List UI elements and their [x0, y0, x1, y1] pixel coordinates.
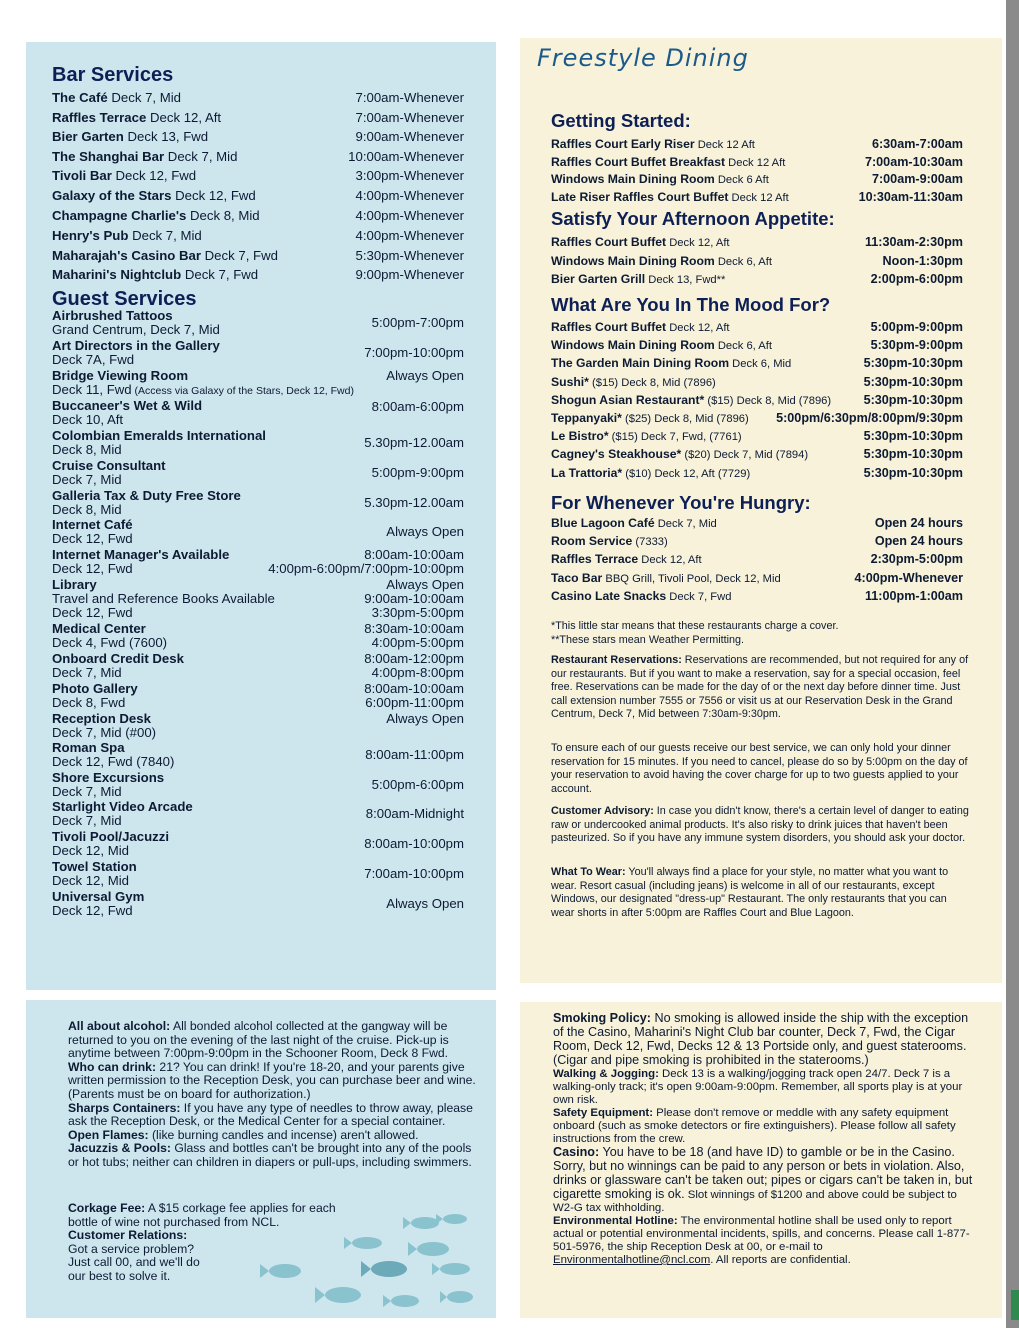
footnote-cover	[551, 620, 973, 647]
guest-service-time-2: 4:00pm-8:00pm	[371, 665, 464, 680]
bar-service-location: Deck 12, Fwd	[111, 168, 197, 183]
dining-row	[551, 375, 963, 389]
flames-text: (like burning candles and incense) aren't allowed.	[148, 1127, 419, 1142]
bar-service-location: Deck 12, Aft	[146, 110, 222, 125]
guest-service-time: Always Open	[386, 577, 464, 592]
guest-service-time-2: 4:00pm-5:00pm	[371, 635, 464, 650]
dining-venue-name: Le Bistro*	[551, 429, 609, 444]
guest-service-time: 8:00am-10:00am	[364, 547, 464, 562]
guest-services-heading: Guest Services	[52, 288, 197, 310]
bar-service-name	[52, 188, 256, 203]
guest-service-time: 5.30pm-12.00am	[364, 495, 464, 510]
dining-row	[551, 190, 963, 204]
dining-time: 7:00am-9:00am	[871, 172, 963, 186]
alcohol-info	[68, 1020, 480, 1170]
guest-service-name: Internet Café	[52, 517, 133, 532]
dining-row	[551, 235, 963, 249]
reservations-text: Reservations are recommended, but not required for any of our restaurants. But if you want to make a reservation, say for a special occasion, feel free. Reservations can be made for the day of or the next day before dinner time. Just call extension number 7555 or 7556 or visit us at our Reservation Desk in the Grand Centrum, Deck 7, Mid between 7:30am-9:30pm.	[551, 654, 969, 721]
bar-service-time: 7:00am-Whenever	[355, 110, 464, 125]
dining-time: 5:30pm-9:00pm	[870, 338, 963, 353]
dining-venue-location: Deck 13, Fwd**	[645, 274, 726, 286]
dining-row	[551, 172, 963, 186]
guest-service-time: Always Open	[386, 524, 464, 539]
guest-service-time: 5.30pm-12.00am	[364, 435, 464, 450]
guest-service-name: Buccaneer's Wet & Wild	[52, 398, 203, 413]
dining-row	[551, 137, 963, 151]
guest-service-time: 7:00pm-10:00pm	[364, 345, 464, 360]
guest-service-location-text: Deck 4, Fwd (7600)	[52, 635, 168, 650]
dining-venue-name: Blue Lagoon Café	[551, 516, 655, 530]
bar-service-location: Deck 7, Mid	[107, 90, 181, 105]
bar-service-time: 10:00am-Whenever	[348, 149, 464, 164]
dining-row	[551, 552, 963, 566]
dining-time: 6:30am-7:00am	[871, 137, 963, 151]
guest-service-location-text: Deck 12, Fwd	[52, 903, 133, 918]
guest-service-name: Towel Station	[52, 859, 137, 874]
bar-service-name	[52, 168, 196, 183]
bar-service-location: Deck 7, Mid	[164, 149, 238, 164]
dining-time: 10:30am-11:30am	[858, 189, 963, 204]
dining-venue-name: Late Riser Raffles Court Buffet	[551, 189, 729, 204]
bar-service-time: 5:30pm-Whenever	[355, 248, 464, 263]
dining-row	[551, 466, 963, 480]
dining-venue	[551, 393, 831, 407]
dining-venue	[551, 447, 808, 461]
dining-row	[551, 356, 963, 370]
guest-service-location-text: Deck 12, Fwd (7840)	[52, 754, 175, 769]
dining-venue-location: Deck 12, Aft	[638, 554, 702, 567]
smoking-text: No smoking is allowed inside the ship with the exception of the Casino, Maharini's Night Club bar counter, Deck 7, Fwd, the Cigar Room, Deck 12, Fwd, Decks 12 & 13 Portside only, and guest staterooms. (Cigar and pipe smoking is prohibited in the staterooms.)	[553, 1011, 969, 1067]
guest-service-location-text: Deck 12, Mid	[52, 873, 129, 888]
dining-venue-location: Deck 6 Aft	[714, 174, 769, 186]
guest-service-item	[52, 830, 464, 858]
dining-venue	[551, 254, 772, 268]
bar-service-name	[52, 208, 260, 223]
bar-service-row	[52, 188, 464, 203]
dining-venue	[551, 356, 791, 370]
guest-service-time-3: 3:30pm-5:00pm	[371, 605, 464, 620]
dining-venue-location: Deck 12 Aft	[728, 191, 789, 204]
advisory-paragraph	[551, 805, 973, 846]
dining-row	[551, 393, 963, 407]
dining-venue-name: La Trattoria*	[551, 465, 623, 480]
bar-service-time: 4:00pm-Whenever	[355, 188, 464, 203]
dining-venue-name: Teppanyaki*	[551, 411, 622, 425]
dining-venue-location: ($25) Deck 8, Mid (7896)	[621, 413, 749, 425]
guest-service-name: Reception Desk	[52, 711, 151, 726]
dining-venue	[551, 589, 731, 603]
dining-row	[551, 155, 963, 169]
dining-venue-name: Windows Main Dining Room	[551, 172, 715, 186]
casino-label: Casino:	[553, 1145, 600, 1159]
bar-service-time: 9:00pm-Whenever	[355, 267, 464, 282]
dining-venue-location: ($10) Deck 12, Aft (7729)	[622, 467, 751, 480]
dining-venue-location: ($20) Deck 7, Mid (7894)	[681, 449, 809, 462]
dining-venue-name: Raffles Court Buffet	[551, 320, 667, 334]
guest-service-time: 5:00pm-6:00pm	[371, 777, 464, 792]
guest-service-item	[52, 518, 464, 546]
guest-service-time: 8:00am-6:00pm	[371, 399, 464, 414]
bar-service-name	[52, 228, 202, 243]
dining-venue	[551, 235, 730, 249]
guest-service-item	[52, 771, 464, 799]
safety-text: Please don't remove or meddle with any safety equipment onboard (such as smoke detectors or fire extinguishers). Please follow all safety instructions from the crew.	[553, 1107, 956, 1145]
dining-venue-location: Deck 12 Aft	[725, 156, 786, 169]
bar-service-title: Galaxy of the Stars	[52, 188, 172, 203]
drink-text: 21? You can drink! If you're 18-20, and your parents give written permission to the Reception Desk, you can purchase beer and wine. (Parents must be on board for authorization.)	[68, 1059, 476, 1101]
dining-venue	[551, 272, 725, 286]
guest-service-item	[52, 890, 464, 918]
guest-service-time-2: 6:00pm-11:00pm	[365, 695, 464, 710]
guest-service-name: Shore Excursions	[52, 770, 165, 785]
guest-service-name: Airbrushed Tattoos	[52, 308, 173, 323]
bar-service-location: Deck 7, Mid	[128, 228, 202, 243]
dining-time: 5:30pm-10:30pm	[863, 447, 963, 462]
guest-service-location-text: Deck 8, Mid	[52, 442, 122, 457]
dining-venue-location: (7333)	[632, 536, 668, 549]
ensure-paragraph	[551, 742, 973, 796]
bar-service-row	[52, 248, 464, 263]
bar-service-title: Henry's Pub	[52, 228, 129, 243]
guest-service-name: Tivoli Pool/Jacuzzi	[52, 829, 170, 844]
guest-service-time: Always Open	[386, 368, 464, 383]
footnote-weather-text: **These stars mean Weather Permitting.	[551, 633, 745, 646]
guest-service-time: 7:00am-10:00pm	[364, 866, 464, 881]
guest-service-location-text: Deck 7, Mid	[52, 665, 122, 680]
guest-service-location	[52, 413, 464, 427]
reservations-paragraph	[551, 654, 973, 722]
dining-venue-name: The Garden Main Dining Room	[551, 356, 730, 371]
guest-service-item	[52, 489, 464, 517]
dining-time: 5:30pm-10:30pm	[863, 356, 963, 371]
bar-service-title: Bier Garten	[52, 129, 124, 144]
guest-service-location-text: Deck 12, Fwd	[52, 531, 133, 546]
guest-service-time: 8:00am-11:00pm	[365, 747, 464, 762]
guest-service-location-text: Deck 8, Fwd	[52, 695, 126, 710]
footnote-cover-text: *This little star means that these restaurants charge a cover.	[551, 620, 839, 632]
relations-label: Customer Relations:	[68, 1228, 188, 1243]
dining-time: Noon-1:30pm	[882, 253, 963, 268]
guest-service-name: Photo Gallery	[52, 681, 138, 696]
dining-venue-location: ($15) Deck 8, Mid (7896)	[704, 394, 832, 407]
dining-venue-name: Taco Bar	[551, 570, 603, 585]
guest-service-item	[52, 578, 464, 620]
dining-time: 5:00pm-9:00pm	[870, 320, 963, 334]
fish-school-icon	[255, 1205, 480, 1317]
dining-time: 7:00am-10:30am	[864, 154, 963, 169]
guest-service-name: Medical Center	[52, 621, 146, 636]
bar-service-title: Raffles Terrace	[52, 110, 147, 125]
guest-service-time: 8:00am-10:00am	[364, 681, 464, 696]
env-text-2: . All reports are confidential.	[710, 1254, 851, 1266]
guest-service-item	[52, 548, 464, 576]
guest-service-time: 5:00pm-7:00pm	[371, 315, 464, 330]
dining-time: 5:00pm/6:30pm/8:00pm/9:30pm	[776, 411, 963, 425]
alcohol-text: All bonded alcohol collected at the gangway will be returned to you on the evening of the last night of the cruise. Pick-up is anytime between 7:00pm-9:00pm in the Schooner Room, Deck 8 Fwd.	[68, 1019, 449, 1061]
guest-service-time: Always Open	[386, 896, 464, 911]
dining-venue-location: ($15) Deck 8, Mid (7896)	[588, 376, 716, 389]
dining-venue-location: Deck 12, Aft	[666, 237, 730, 249]
bar-service-name	[52, 90, 181, 105]
guest-service-location-text: Deck 12, Mid	[52, 843, 129, 858]
guest-service-name: Bridge Viewing Room	[52, 368, 189, 383]
bar-service-title: Tivoli Bar	[52, 168, 112, 183]
dining-venue-name: Bier Garten Grill	[551, 272, 646, 286]
guest-service-item	[52, 860, 464, 888]
dining-venue	[551, 190, 789, 204]
alcohol-label: All about alcohol:	[68, 1019, 171, 1033]
guest-service-time: 8:00am-10:00pm	[364, 836, 464, 851]
jacuzzi-text: Glass and bottles can't be brought into any of the pools or hot tubs; neither can children in diapers or pull-ups, including swimmers.	[68, 1141, 472, 1169]
dining-time: 4:00pm-Whenever	[854, 570, 963, 585]
guest-service-item	[52, 339, 464, 367]
bar-service-name	[52, 267, 258, 282]
bar-service-row	[52, 168, 464, 183]
guest-service-location-text: Deck 7, Mid	[52, 472, 122, 487]
corkage-label: Corkage Fee:	[68, 1201, 146, 1215]
bar-service-name	[52, 110, 221, 125]
guest-service-location-text: Deck 7, Mid	[52, 813, 122, 828]
bar-service-title: Maharajah's Casino Bar	[52, 248, 201, 263]
guest-service-location-text: Deck 12, Fwd	[52, 561, 133, 576]
dining-venue	[551, 375, 716, 389]
dining-time: 2:00pm-6:00pm	[870, 272, 963, 286]
guest-service-location-note: (Access via Galaxy of the Stars, Deck 12, Fwd)	[131, 385, 354, 397]
walking-text: Deck 13 is a walking/jogging track open 24/7. Deck 7 is a walking-only track; it's open 9:00am-9:00pm. Remember, all sports play is at your own risk.	[553, 1068, 963, 1106]
casino-text-2: Slot winnings of $1200 and above could be subject to W2-G tax withholding.	[553, 1189, 957, 1214]
bar-service-location: Deck 7, Fwd	[181, 267, 259, 282]
dining-venue-location: Deck 12 Aft	[694, 139, 755, 151]
dining-section-heading: For Whenever You're Hungry:	[551, 492, 811, 513]
sharps-label: Sharps Containers:	[68, 1100, 181, 1115]
guest-service-item	[52, 622, 464, 650]
wear-label: What To Wear:	[551, 866, 626, 878]
safety-label: Safety Equipment:	[553, 1107, 653, 1119]
drink-label: Who can drink:	[68, 1059, 157, 1074]
dining-venue	[551, 466, 750, 480]
guest-service-location-text: Deck 10, Aft	[52, 412, 124, 427]
dining-venue	[551, 429, 742, 443]
walking-label: Walking & Jogging:	[553, 1068, 659, 1080]
dining-venue-location: Deck 6, Aft	[714, 340, 772, 353]
guest-service-location-text: Travel and Reference Books Available	[52, 591, 275, 606]
guest-service-time-2: 9:00am-10:00am	[364, 591, 464, 606]
dining-row	[551, 429, 963, 443]
policies-info	[553, 1012, 978, 1267]
guest-service-location-text: Deck 7, Mid (#00)	[52, 725, 157, 740]
dining-venue-name: Raffles Court Buffet	[551, 235, 667, 249]
guest-service-item	[52, 682, 464, 710]
guest-service-item	[52, 429, 464, 457]
guest-service-location-2: Deck 12, Fwd	[52, 605, 133, 620]
dining-row	[551, 447, 963, 461]
dining-venue-name: Room Service	[551, 534, 633, 549]
guest-service-item	[52, 309, 464, 337]
bar-service-name	[52, 149, 237, 164]
bar-service-time: 9:00am-Whenever	[355, 129, 464, 144]
dining-time: Open 24 hours	[874, 534, 963, 549]
dining-venue-location: BBQ Grill, Tivoli Pool, Deck 12, Mid	[602, 572, 781, 585]
guest-service-name: Onboard Credit Desk	[52, 651, 184, 666]
dining-section-heading: What Are You In The Mood For?	[551, 294, 831, 315]
dining-venue	[551, 552, 702, 566]
dining-venue	[551, 155, 785, 169]
guest-service-item	[52, 399, 464, 427]
dining-row	[551, 320, 963, 334]
guest-service-location	[52, 383, 464, 398]
dining-venue-name: Raffles Court Early Riser	[551, 137, 695, 151]
sharps-text: If you have any type of needles to throw away, please ask the Reception Desk, or the Medical Center for a special container.	[68, 1100, 473, 1129]
dining-venue	[551, 534, 668, 548]
dining-row	[551, 254, 963, 268]
dining-venue	[551, 338, 772, 352]
guest-service-time-2: 4:00pm-6:00pm/7:00pm-10:00pm	[268, 561, 464, 576]
guest-service-location-text: Deck 7A, Fwd	[52, 352, 135, 367]
bar-service-time: 3:00pm-Whenever	[355, 168, 464, 183]
dining-venue-name: Raffles Terrace	[551, 552, 639, 567]
dining-venue-name: Shogun Asian Restaurant*	[551, 392, 705, 407]
dining-venue	[551, 172, 769, 186]
bar-service-row	[52, 110, 464, 125]
env-email-link[interactable]: Environmentalhotline@ncl.com	[553, 1254, 711, 1266]
bar-service-title: Maharini's Nightclub	[52, 267, 182, 282]
guest-service-location-text: Deck 7, Mid	[52, 784, 122, 799]
bar-service-time: 4:00pm-Whenever	[355, 208, 464, 223]
dining-time: 5:30pm-10:30pm	[863, 429, 963, 444]
guest-service-location-text: Deck 8, Mid	[52, 502, 122, 517]
guest-service-item	[52, 712, 464, 740]
dining-venue	[551, 320, 730, 334]
bar-service-time: 4:00pm-Whenever	[355, 228, 464, 243]
bar-service-row	[52, 208, 464, 223]
guest-service-time: 5:00pm-9:00pm	[371, 465, 464, 480]
dining-venue	[551, 516, 717, 530]
dining-venue-name: Windows Main Dining Room	[551, 338, 715, 353]
guest-service-name: Universal Gym	[52, 889, 145, 904]
guest-service-name: Cruise Consultant	[52, 458, 166, 473]
wear-text: You'll always find a place for your style, no matter what you want to wear. Resort casual (including jeans) is welcome in all of our restaurants, except Windows, our designated "dress-up" Restaurant. The only restaurants that you can wear shorts in after 5:00pm are Raffles Court and Blue Lagoon.	[551, 866, 949, 919]
ensure-text: To ensure each of our guests receive our best service, we can only hold your dinner reservation for 15 minutes. If you need to cancel, please do so by 5:00pm on the day of your reservation to avoid having the cover charge for up to two guests applied to your account.	[551, 742, 968, 795]
guest-service-item	[52, 800, 464, 828]
dining-venue-location: Deck 6, Aft	[714, 255, 772, 268]
freestyle-dining-title: Freestyle Dining	[537, 44, 749, 72]
dining-venue-location: Deck 6, Mid	[729, 358, 792, 371]
guest-service-name: Galleria Tax & Duty Free Store	[52, 488, 241, 503]
wear-paragraph	[551, 866, 973, 920]
bar-service-row	[52, 149, 464, 164]
smoking-label: Smoking Policy:	[553, 1011, 651, 1025]
dining-time: 5:30pm-10:30pm	[863, 465, 963, 480]
bar-service-location: Deck 12, Fwd	[171, 188, 256, 203]
guest-service-item	[52, 369, 464, 398]
guest-service-location-text: Deck 11, Fwd	[52, 382, 132, 397]
bar-service-name	[52, 129, 208, 144]
guest-service-name: Library	[52, 577, 97, 592]
advisory-text: In case you didn't know, there's a certain level of danger to eating raw or undercooked animal products. It's also risky to drink juices that haven't been pasteurized. So if you have any immune system disorders, you should ask your doctor.	[551, 805, 969, 845]
bar-service-title: Champagne Charlie's	[52, 208, 187, 223]
dining-venue-name: Raffles Court Buffet Breakfast	[551, 154, 726, 169]
env-label: Environmental Hotline:	[553, 1215, 678, 1227]
env-text: The environmental hotline shall be used only to report actual or potential environmental incidents, spills, and concerns. Please call 1-877-501-5976, the ship Reception Desk at 00, or e-mail to	[553, 1215, 970, 1253]
page-edge	[1006, 0, 1019, 1328]
dining-venue-location: ($15) Deck 7, Fwd, (7761)	[608, 431, 742, 444]
dining-time: Open 24 hours	[874, 516, 963, 530]
casino-text: You have to be 18 (and have ID) to gamble or be in the Casino. Sorry, but no winnings can be paid to any person or bets in violation. Also, drinks or glassware can't be taken out; pipes or cigars can't be taken in, but cigarette smoking is ok.	[553, 1145, 973, 1201]
guest-service-location	[52, 726, 464, 740]
dining-section-heading: Getting Started:	[551, 110, 691, 131]
bar-service-title: The Café	[52, 90, 108, 105]
dining-venue-name: Cagney's Steakhouse*	[551, 447, 682, 462]
dining-row	[551, 534, 963, 548]
dining-venue	[551, 411, 749, 425]
dining-time: 11:30am-2:30pm	[864, 235, 963, 249]
bar-service-location: Deck 8, Mid	[186, 208, 260, 223]
reservations-label: Restaurant Reservations:	[551, 654, 682, 666]
bar-services-heading: Bar Services	[52, 64, 174, 86]
guest-service-time: 8:00am-Midnight	[365, 806, 464, 821]
dining-row	[551, 589, 963, 603]
dining-time: 11:00pm-1:00am	[864, 588, 963, 603]
dining-row	[551, 571, 963, 585]
dining-row	[551, 272, 963, 286]
guest-service-time: Always Open	[386, 711, 464, 726]
flames-label: Open Flames:	[68, 1127, 149, 1142]
guest-service-time: 8:30am-10:00am	[364, 621, 464, 636]
guest-service-time: 8:00am-12:00pm	[364, 651, 464, 666]
dining-venue	[551, 571, 781, 585]
guest-service-name: Internet Manager's Available	[52, 547, 230, 562]
guest-service-name: Roman Spa	[52, 740, 125, 755]
dining-row	[551, 411, 963, 425]
dining-venue-location: Deck 12, Aft	[666, 322, 730, 334]
bar-service-title: The Shanghai Bar	[52, 149, 165, 164]
bar-service-time: 7:00am-Whenever	[355, 90, 464, 105]
dining-time: 2:30pm-5:00pm	[870, 552, 963, 567]
dining-venue	[551, 137, 755, 151]
dining-venue-name: Windows Main Dining Room	[551, 253, 715, 268]
bar-service-row	[52, 228, 464, 243]
guest-service-item	[52, 459, 464, 487]
jacuzzi-label: Jacuzzis & Pools:	[68, 1141, 171, 1156]
dining-row	[551, 516, 963, 530]
bar-service-location: Deck 13, Fwd	[123, 129, 209, 144]
guest-service-name: Starlight Video Arcade	[52, 799, 193, 814]
guest-service-location-text: Grand Centrum, Deck 7, Mid	[52, 322, 220, 337]
dining-venue-name: Casino Late Snacks	[551, 588, 667, 603]
dining-time: 5:30pm-10:30pm	[863, 374, 963, 389]
page-edge-tab	[1011, 1290, 1019, 1320]
dining-time: 5:30pm-10:30pm	[863, 392, 963, 407]
dining-row	[551, 338, 963, 352]
dining-venue-location: Deck 7, Fwd	[666, 590, 732, 603]
guest-service-item	[52, 741, 464, 769]
guest-service-item	[52, 652, 464, 680]
bar-service-location: Deck 7, Fwd	[200, 248, 278, 263]
guest-service-name: Colombian Emeralds International	[52, 428, 266, 443]
corkage-text: A $15 corkage fee applies for each bottle of wine not purchased from NCL.	[68, 1201, 336, 1229]
dining-section-heading: Satisfy Your Afternoon Appetite:	[551, 208, 835, 229]
dining-venue-name: Sushi*	[551, 374, 589, 389]
relations-text: Got a service problem? Just call 00, and we'll do our best to solve it.	[68, 1241, 200, 1283]
bar-service-row	[52, 90, 464, 105]
dining-venue-location: Deck 7, Mid	[654, 518, 717, 530]
guest-service-name: Art Directors in the Gallery	[52, 338, 220, 353]
bar-service-name	[52, 248, 278, 263]
bar-service-row	[52, 129, 464, 144]
bar-service-row	[52, 267, 464, 282]
advisory-label: Customer Advisory:	[551, 805, 654, 817]
